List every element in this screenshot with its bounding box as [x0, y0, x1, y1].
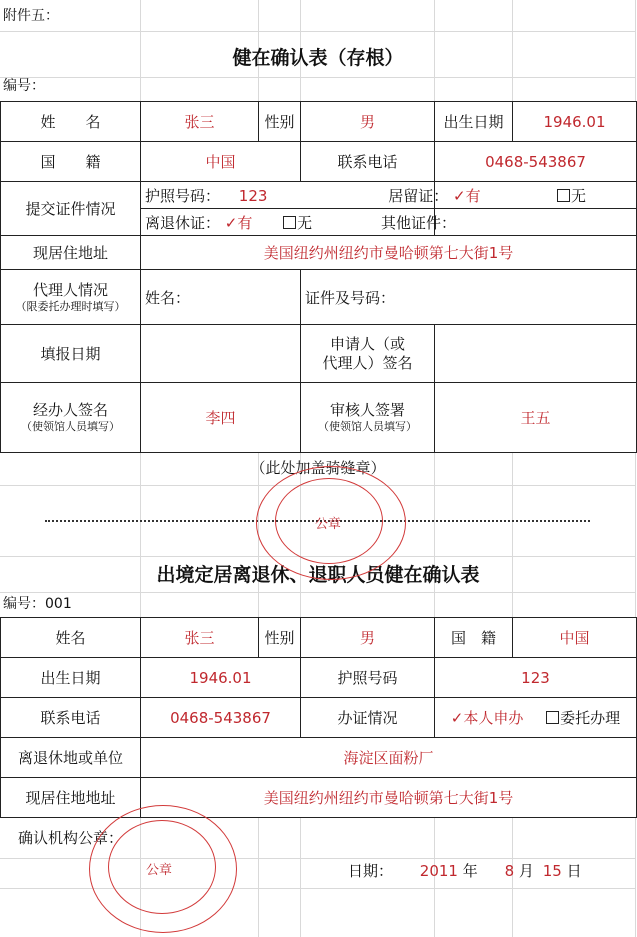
form-number-value: 001	[45, 596, 72, 612]
form-nationality-value: 中国	[513, 618, 637, 658]
stub-birth-label: 出生日期	[435, 102, 513, 142]
form-phone-value: 0468-543867	[141, 698, 301, 738]
attachment-label: 附件五：	[3, 8, 59, 24]
form-passport-label: 护照号码	[301, 658, 435, 698]
stub-applicant-sign-value	[435, 325, 637, 383]
checkbox-empty-icon	[283, 216, 296, 229]
stub-agent-label: 代理人情况	[32, 280, 108, 299]
stub-handler-value: 李四	[141, 383, 301, 453]
stub-title: 健在确认表（存根）	[232, 47, 404, 69]
checkmark-icon: ✓	[453, 186, 466, 205]
stub-reviewer-cell	[301, 383, 435, 453]
stub-agent-note: （限委托办理时填写）	[15, 299, 126, 313]
form-gender-label: 性别	[259, 618, 301, 658]
stub-number-label: 编号：	[3, 78, 45, 94]
stub-handler-label: 经办人签名	[32, 401, 108, 419]
form-date-row	[348, 864, 582, 879]
stub-phone-label: 联系电话	[301, 142, 435, 182]
form-confirm-label: 确认机构公章：	[18, 829, 124, 847]
stub-reviewer-value: 王五	[435, 383, 637, 453]
form-date-label: 日期：	[348, 862, 394, 880]
stub-reviewer-label: 审核人签署	[329, 401, 405, 419]
form-number-label	[3, 597, 72, 611]
stub-retire-cell	[141, 209, 456, 236]
form-month-label: 月	[518, 862, 534, 880]
stub-fill-date-value	[141, 325, 301, 383]
checkbox-empty-icon	[546, 711, 559, 724]
form-day-label: 日	[566, 862, 582, 880]
stub-other-label: 其他证件：	[380, 213, 456, 232]
stub-other-value	[435, 209, 637, 236]
stub-residence-yes: 有	[465, 186, 481, 205]
stub-passport-value: 123	[238, 186, 268, 205]
stub-agent-cell	[1, 270, 141, 325]
stub-name-value: 张三	[141, 102, 259, 142]
form-handling-label: 办证情况	[301, 698, 435, 738]
stub-passport-label: 护照号码：	[145, 186, 221, 205]
stub-applicant-sign-cell	[301, 325, 435, 383]
form-address-value: 美国纽约州纽约市曼哈顿第七大街1号	[141, 778, 637, 818]
checkbox-empty-icon	[557, 189, 570, 202]
stub-birth-value: 1946.01	[513, 102, 637, 142]
seam-seal-text: 公章	[315, 517, 342, 532]
stub-reviewer-note: （使领馆人员填写）	[318, 420, 417, 433]
checkmark-icon: ✓	[450, 709, 464, 727]
stub-retire-yes: 有	[237, 213, 253, 232]
stub-gender-value: 男	[301, 102, 435, 142]
stub-retire-no: 无	[297, 213, 313, 232]
stub-applicant-sign-line1: 申请人（或	[329, 334, 405, 353]
stub-address-label: 现居住地址	[1, 236, 141, 270]
stub-phone-value: 0468-543867	[435, 142, 637, 182]
stub-agent-name-label: 姓名：	[141, 270, 301, 325]
seam-note: （此处加盖骑缝章）	[250, 459, 386, 477]
form-gender-value: 男	[301, 618, 435, 658]
checkmark-icon: ✓	[224, 213, 238, 232]
form-retire-place-value: 海淀区面粉厂	[141, 738, 637, 778]
form-address-label: 现居住地地址	[1, 778, 141, 818]
form-handling-delegate: 委托办理	[560, 709, 621, 727]
form-title: 出境定居离退休、退职人员健在确认表	[156, 564, 480, 586]
stub-name-label: 姓 名	[1, 102, 141, 142]
stub-residence-label: 居留证：	[388, 186, 449, 205]
stub-retire-label: 离退休证：	[145, 213, 221, 232]
form-name-value: 张三	[141, 618, 259, 658]
form-year-label: 年	[462, 862, 478, 880]
stub-address-value: 美国纽约州纽约市曼哈顿第七大街1号	[141, 236, 637, 270]
form-handling-self: 本人申办	[463, 709, 524, 727]
form-date-month: 8	[504, 862, 515, 880]
stub-handler-cell	[1, 383, 141, 453]
stub-residence-no: 无	[571, 186, 587, 205]
stub-applicant-sign-line2: 代理人）签名	[322, 353, 413, 372]
form-nationality-label: 国 籍	[435, 618, 513, 658]
form-birth-label: 出生日期	[1, 658, 141, 698]
form-name-label: 姓名	[1, 618, 141, 658]
form-handling-value	[435, 698, 637, 738]
form-passport-value: 123	[435, 658, 637, 698]
stub-fill-date-label: 填报日期	[1, 325, 141, 383]
stub-table	[0, 101, 637, 453]
stub-handler-note: （使领馆人员填写）	[21, 420, 120, 433]
stub-nationality-label: 国 籍	[1, 142, 141, 182]
stub-nationality-value: 中国	[141, 142, 301, 182]
form-date-day: 15	[542, 862, 562, 880]
official-seal-text: 公章	[146, 863, 173, 878]
stub-gender-label: 性别	[259, 102, 301, 142]
form-phone-label: 联系电话	[1, 698, 141, 738]
form-retire-place-label: 离退休地或单位	[1, 738, 141, 778]
stub-docs-label: 提交证件情况	[1, 182, 141, 236]
form-table	[0, 617, 637, 818]
stub-passport-cell	[141, 182, 481, 209]
stub-agent-id-label: 证件及号码：	[301, 270, 637, 325]
form-birth-value: 1946.01	[141, 658, 301, 698]
form-number-label-text: 编号：	[3, 596, 45, 612]
form-date-year: 2011	[419, 862, 458, 880]
